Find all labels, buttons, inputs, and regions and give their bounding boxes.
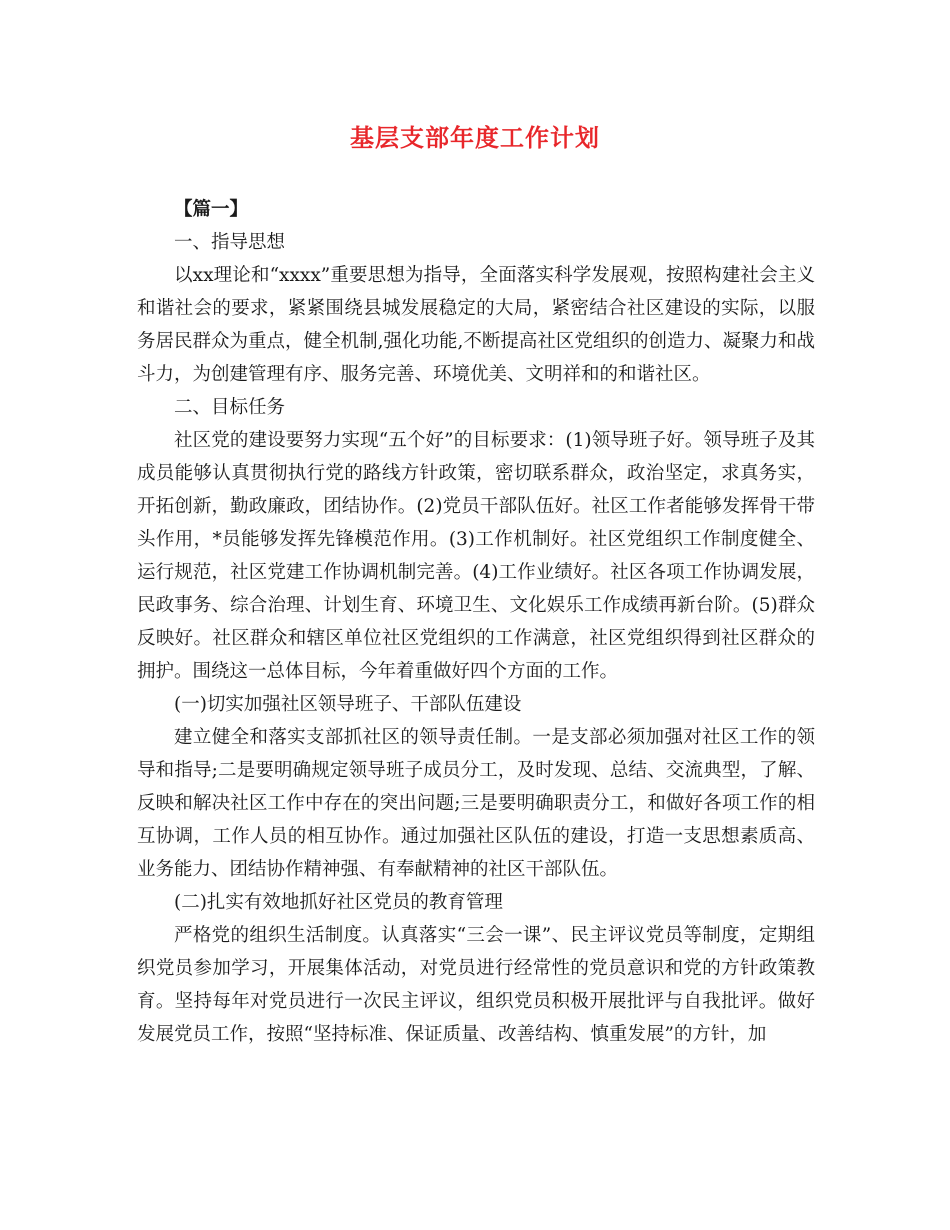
paragraph-member-education: 严格党的组织生活制度。认真落实“三会一课”、民主评议党员等制度，定期组织党员参加学习，开展集体活动，对党员进行经常性的党员意识和党的方针政策教育。坚持每年对党员进行一次民主评议，组织党员积极开展批评与自我批评。做好发展党员工作，按照“坚持标准、保证质量、改善结构、慎重发展”的方针，加 xyxy=(137,925,815,1045)
subheading-member-education: (二)扎实有效地抓好社区党员的教育管理 xyxy=(174,892,503,913)
document-body xyxy=(137,193,815,1051)
document-title: 基层支部年度工作计划 xyxy=(350,123,600,152)
subheading-leadership-team: (一)切实加强社区领导班子、干部队伍建设 xyxy=(174,694,522,715)
paragraph-leadership-team: 建立健全和落实支部抓社区的领导责任制。一是支部必须加强对社区工作的领导和指导;二是要明确规定领导班子成员分工，及时发现、总结、交流典型，了解、反映和解决社区工作中存在的突出问题;三是要明确职责分工，和做好各项工作的相互协调，工作人员的相互协作。通过加强社区队伍的建设，打造一支思想素质高、业务能力、团结协作精神强、有奉献精神的社区干部队伍。 xyxy=(137,727,815,880)
paragraph-goals-tasks: 社区党的建设要努力实现“五个好”的目标要求：(1)领导班子好。领导班子及其成员能够认真贯彻执行党的路线方针政策，密切联系群众，政治坚定，求真务实，开拓创新，勤政廉政，团结协作。(2)党员干部队伍好。社区工作者能够发挥骨干带头作用，*员能够发挥先锋模范作用。(3)工作机制好。社区党组织工作制度健全、运行规范，社区党建工作协调机制完善。(4)工作业绩好。社区各项工作协调发展，民政事务、综合治理、计划生育、环境卫生、文化娱乐工作成绩再新台阶。(5)群众反映好。社区群众和辖区单位社区党组织的工作满意，社区党组织得到社区群众的拥护。围绕这一总体目标，今年着重做好四个方面的工作。 xyxy=(137,430,815,682)
paragraph-guiding-ideology: 以xx理论和“xxxx”重要思想为指导，全面落实科学发展观，按照构建社会主义和谐社会的要求，紧紧围绕县城发展稳定的大局，紧密结合社区建设的实际，以服务居民群众为重点，健全机制,强化功能,不断提高社区党组织的创造力、凝聚力和战斗力，为创建管理有序、服务完善、环境优美、文明祥和的和谐社区。 xyxy=(137,265,815,385)
heading-guiding-ideology: 一、指导思想 xyxy=(174,232,286,253)
heading-goals-tasks: 二、目标任务 xyxy=(174,397,286,418)
section-tag: 【篇一】 xyxy=(174,199,249,220)
